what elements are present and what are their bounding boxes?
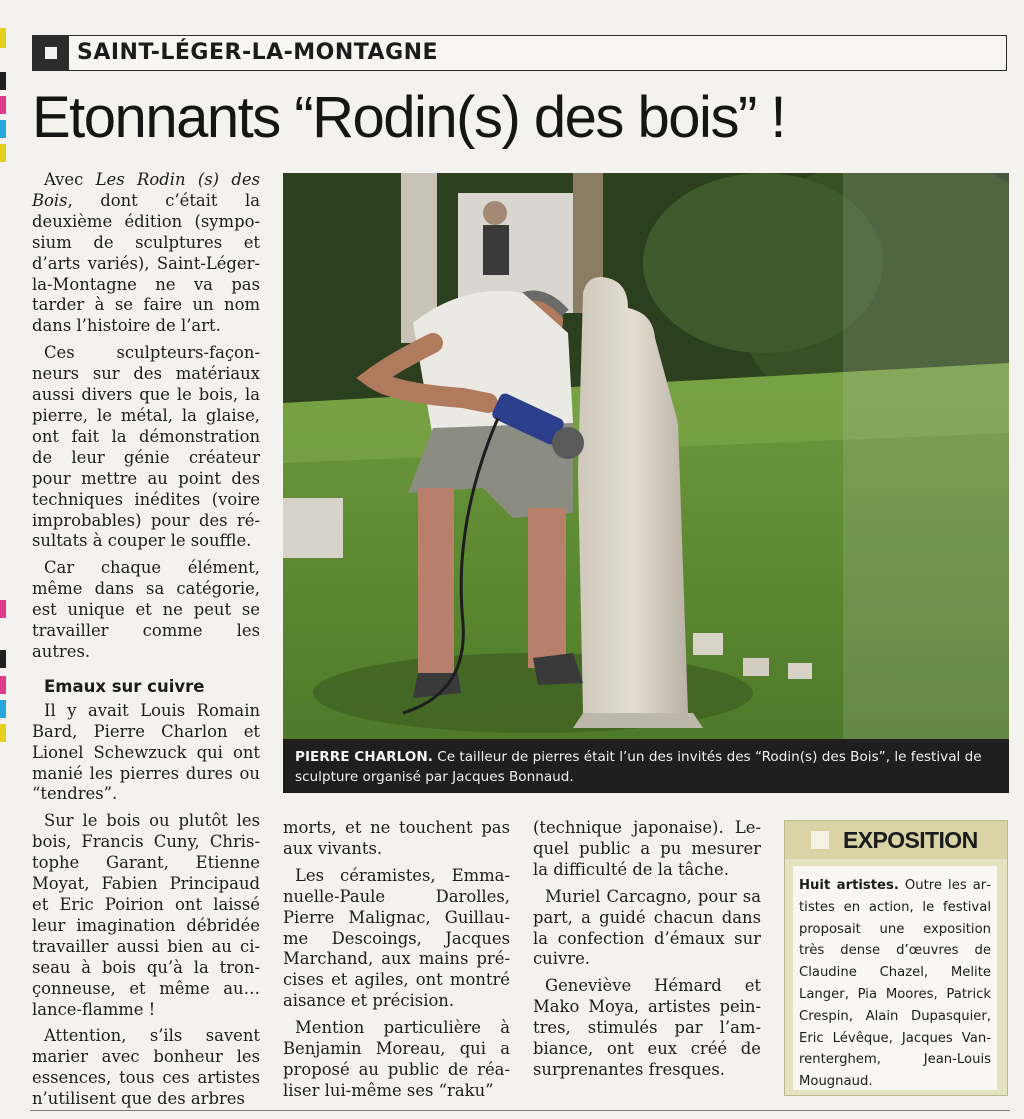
sidebar-text: Outre les artistes en action, le festival proposait une exposition très dense d’œuvres de Claudine Chazel, Melite Langer, Pia Moores, Patrick Crespin, Alain Dupasquier, Eric Lévêque, Jacques Vanrenterghem, Jean-Louis Mougnaud. bbox=[799, 878, 991, 1090]
caption-text: Ce tailleur de pierres était l’un des invités des “Rodin(s) des Bois”, le festival de sculpture organisé par Jacques Bonnaud. bbox=[295, 749, 982, 785]
paragraph: Avec Les Rodin (s) des Bois, dont c’était la deuxième édition (symposium de sculptures et d’arts variés), Saint-Léger-la-Montagne ne va pas tarder à se faire un nom dans l’histoire de l’art. bbox=[32, 170, 260, 336]
paragraph: Muriel Carcagno, pour sa part, a guidé chacun dans la confection d’émaux sur cuivre. bbox=[533, 886, 761, 969]
caption-name: PIERRE CHARLON. bbox=[295, 749, 433, 765]
subheading: Emaux sur cuivre bbox=[44, 676, 205, 696]
photo-caption bbox=[283, 739, 1009, 793]
paragraph: Ces sculpteurs-façonneurs sur des matériaux aussi divers que le bois, la pierre, le métal, la glaise, ont fait la démonstration de leur génie créateur pour mettre au point des techniques inédites (voire improbables) pour des résultats à couper le souffle. bbox=[32, 343, 260, 551]
registration-mark bbox=[0, 96, 6, 114]
paragraph: Sur le bois ou plutôt les bois, Francis Cuny, Christophe Garant, Etienne Moyat, Fabien Principaud et Eric Poirion ont laissé leur imagination débridée travailler aussi bien au ciseau à bois qu’à la tronçonneuse, et même au… lance-flamme ! bbox=[32, 811, 260, 1019]
article-column-3 bbox=[533, 818, 761, 1087]
article-photo bbox=[283, 173, 1009, 739]
sidebar-title: EXPOSITION bbox=[843, 827, 978, 853]
kicker-title: SAINT-LÉGER-LA-MONTAGNE bbox=[77, 40, 439, 65]
kicker-square-icon bbox=[33, 36, 69, 70]
registration-mark bbox=[0, 700, 6, 718]
registration-mark bbox=[0, 600, 6, 618]
headline: Etonnants “Rodin(s) des bois” ! bbox=[32, 85, 785, 150]
exposition-sidebar bbox=[784, 820, 1008, 1096]
sidebar-lead: Huit artistes. bbox=[799, 878, 899, 893]
paragraph: Mention particulière à Benjamin Moreau, qui a proposé au public de réaliser lui-même ses “raku” bbox=[283, 1018, 510, 1100]
sidebar-header bbox=[785, 821, 1007, 859]
registration-mark bbox=[0, 676, 6, 694]
paragraph: Les céramistes, Emmanuelle-Paule Darolles, Pierre Malignac, Guillaume Descoings, Jacques Marchand, aux mains précises et agiles, ont montré aisance et précision. bbox=[283, 865, 510, 1011]
registration-mark bbox=[0, 120, 6, 138]
registration-mark bbox=[0, 650, 6, 668]
registration-mark bbox=[0, 28, 6, 48]
paragraph: (technique japonaise). Lequel public a pu mesurer la difficulté de la tâche. bbox=[533, 818, 761, 879]
bottom-rule bbox=[30, 1110, 1010, 1111]
paragraph: Il y avait Louis Romain Bard, Pierre Charlon et Lionel Schewzuck qui ont manié les pierres dures ou “tendres”. bbox=[32, 700, 260, 804]
kicker-bar bbox=[32, 35, 1007, 71]
article-column-2 bbox=[283, 818, 510, 1108]
sidebar-square-icon bbox=[811, 831, 829, 849]
paragraph: Car chaque élément, même dans sa catégorie, est unique et ne peut se travailler comme les autres. bbox=[32, 558, 260, 661]
sidebar-body bbox=[793, 866, 997, 1090]
registration-mark bbox=[0, 724, 6, 742]
paragraph: Geneviève Hémard et Mako Moya, artistes peintres, stimulés par l’ambiance, ont eux créé de surprenantes fresques. bbox=[533, 976, 761, 1079]
registration-mark bbox=[0, 144, 6, 162]
paragraph: Attention, s’ils savent marier avec bonheur les essences, tous ces artistes n’utilisent que des arbres bbox=[32, 1026, 260, 1109]
article-column-1 bbox=[32, 170, 260, 1116]
paragraph: morts, et ne touchent pas aux vivants. bbox=[283, 818, 510, 858]
photo-sculptor-icon bbox=[283, 173, 1009, 739]
registration-mark bbox=[0, 72, 6, 90]
